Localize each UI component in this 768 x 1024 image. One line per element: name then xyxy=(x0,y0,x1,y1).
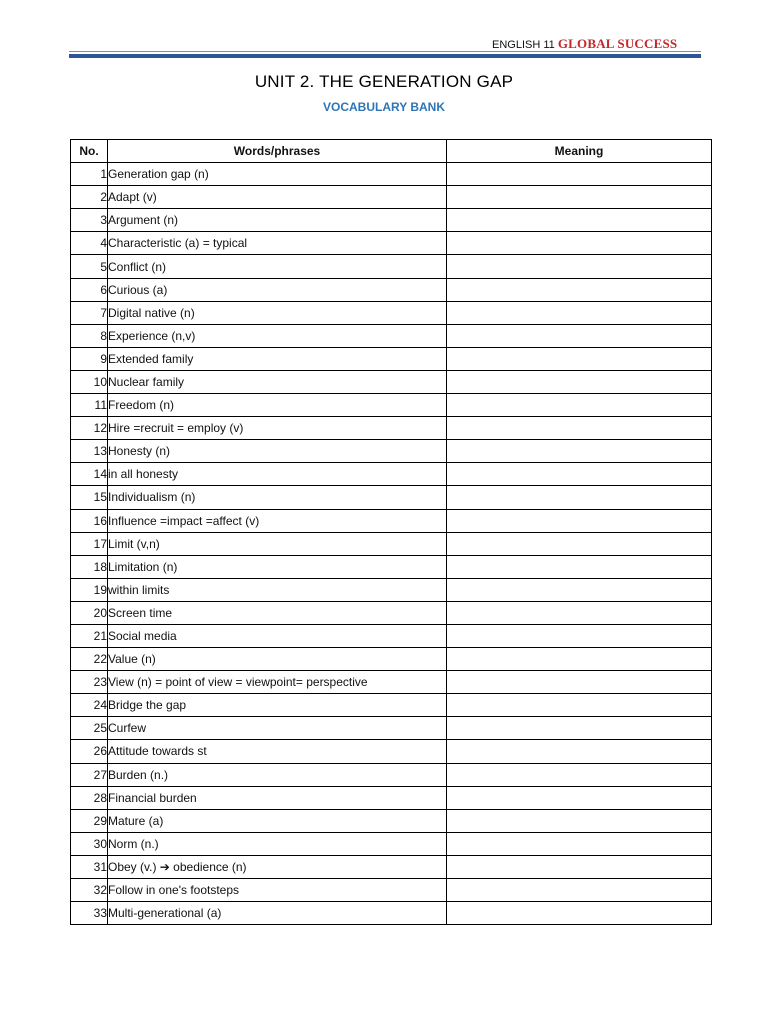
row-number: 26 xyxy=(71,740,108,763)
meaning-cell[interactable] xyxy=(447,832,712,855)
table-row xyxy=(71,186,712,209)
row-number: 14 xyxy=(71,463,108,486)
row-number: 32 xyxy=(71,879,108,902)
meaning-cell[interactable] xyxy=(447,694,712,717)
meaning-cell[interactable] xyxy=(447,417,712,440)
table-row xyxy=(71,555,712,578)
row-number: 18 xyxy=(71,555,108,578)
word-phrase-cell: Experience (n,v) xyxy=(108,324,447,347)
table-row xyxy=(71,163,712,186)
row-number: 5 xyxy=(71,255,108,278)
table-row xyxy=(71,671,712,694)
column-header-meaning: Meaning xyxy=(447,140,712,163)
table-row xyxy=(71,902,712,925)
table-row xyxy=(71,694,712,717)
meaning-cell[interactable] xyxy=(447,740,712,763)
word-phrase-cell: Limit (v,n) xyxy=(108,532,447,555)
row-number: 1 xyxy=(71,163,108,186)
table-row xyxy=(71,486,712,509)
course-label: ENGLISH 11 xyxy=(492,39,555,51)
word-phrase-cell: Individualism (n) xyxy=(108,486,447,509)
word-phrase-cell: Obey (v.) ➔ obedience (n) xyxy=(108,855,447,878)
word-phrase-cell: in all honesty xyxy=(108,463,447,486)
word-phrase-cell: Value (n) xyxy=(108,648,447,671)
column-header-no: No. xyxy=(71,140,108,163)
word-phrase-cell: Screen time xyxy=(108,601,447,624)
word-phrase-cell: Generation gap (n) xyxy=(108,163,447,186)
meaning-cell[interactable] xyxy=(447,324,712,347)
word-phrase-cell: Bridge the gap xyxy=(108,694,447,717)
row-number: 31 xyxy=(71,855,108,878)
row-number: 30 xyxy=(71,832,108,855)
word-phrase-cell: Characteristic (a) = typical xyxy=(108,232,447,255)
row-number: 9 xyxy=(71,347,108,370)
word-phrase-cell: Digital native (n) xyxy=(108,301,447,324)
meaning-cell[interactable] xyxy=(447,186,712,209)
table-header-row xyxy=(71,140,712,163)
meaning-cell[interactable] xyxy=(447,717,712,740)
table-row xyxy=(71,532,712,555)
row-number: 20 xyxy=(71,601,108,624)
word-phrase-cell: Honesty (n) xyxy=(108,440,447,463)
meaning-cell[interactable] xyxy=(447,578,712,601)
word-phrase-cell: Argument (n) xyxy=(108,209,447,232)
table-row xyxy=(71,324,712,347)
table-row xyxy=(71,578,712,601)
word-phrase-cell: Conflict (n) xyxy=(108,255,447,278)
meaning-cell[interactable] xyxy=(447,624,712,647)
word-phrase-cell: within limits xyxy=(108,578,447,601)
meaning-cell[interactable] xyxy=(447,532,712,555)
meaning-cell[interactable] xyxy=(447,509,712,532)
row-number: 17 xyxy=(71,532,108,555)
word-phrase-cell: Adapt (v) xyxy=(108,186,447,209)
meaning-cell[interactable] xyxy=(447,232,712,255)
word-phrase-cell: Mature (a) xyxy=(108,809,447,832)
brand-label: GLOBAL SUCCESS xyxy=(557,36,678,51)
table-row xyxy=(71,463,712,486)
word-phrase-cell: View (n) = point of view = viewpoint= perspective xyxy=(108,671,447,694)
meaning-cell[interactable] xyxy=(447,255,712,278)
row-number: 28 xyxy=(71,786,108,809)
meaning-cell[interactable] xyxy=(447,463,712,486)
row-number: 25 xyxy=(71,717,108,740)
table-body xyxy=(71,163,712,925)
word-phrase-cell: Nuclear family xyxy=(108,370,447,393)
column-header-words: Words/phrases xyxy=(108,140,447,163)
row-number: 29 xyxy=(71,809,108,832)
row-number: 24 xyxy=(71,694,108,717)
word-phrase-cell: Multi-generational (a) xyxy=(108,902,447,925)
table-row xyxy=(71,232,712,255)
table-row xyxy=(71,394,712,417)
meaning-cell[interactable] xyxy=(447,209,712,232)
word-phrase-cell: Follow in one's footsteps xyxy=(108,879,447,902)
meaning-cell[interactable] xyxy=(447,163,712,186)
row-number: 21 xyxy=(71,624,108,647)
row-number: 27 xyxy=(71,763,108,786)
table-row xyxy=(71,786,712,809)
row-number: 2 xyxy=(71,186,108,209)
table-row xyxy=(71,370,712,393)
word-phrase-cell: Attitude towards st xyxy=(108,740,447,763)
word-phrase-cell: Extended family xyxy=(108,347,447,370)
meaning-cell[interactable] xyxy=(447,809,712,832)
row-number: 3 xyxy=(71,209,108,232)
meaning-cell[interactable] xyxy=(447,440,712,463)
table-row xyxy=(71,879,712,902)
row-number: 6 xyxy=(71,278,108,301)
meaning-cell[interactable] xyxy=(447,648,712,671)
table-row xyxy=(71,255,712,278)
row-number: 22 xyxy=(71,648,108,671)
header-rule-thin xyxy=(69,51,701,52)
table-row xyxy=(71,601,712,624)
word-phrase-cell: Curfew xyxy=(108,717,447,740)
meaning-cell[interactable] xyxy=(447,347,712,370)
word-phrase-cell: Norm (n.) xyxy=(108,832,447,855)
table-row xyxy=(71,440,712,463)
table-row xyxy=(71,809,712,832)
row-number: 15 xyxy=(71,486,108,509)
table-row xyxy=(71,648,712,671)
row-number: 11 xyxy=(71,394,108,417)
table-row xyxy=(71,832,712,855)
word-phrase-cell: Freedom (n) xyxy=(108,394,447,417)
meaning-cell[interactable] xyxy=(447,301,712,324)
table-row xyxy=(71,763,712,786)
meaning-cell[interactable] xyxy=(447,671,712,694)
table-row xyxy=(71,624,712,647)
word-phrase-cell: Limitation (n) xyxy=(108,555,447,578)
meaning-cell[interactable] xyxy=(447,902,712,925)
word-phrase-cell: Influence =impact =affect (v) xyxy=(108,509,447,532)
meaning-cell[interactable] xyxy=(447,763,712,786)
row-number: 12 xyxy=(71,417,108,440)
word-phrase-cell: Curious (a) xyxy=(108,278,447,301)
table-row xyxy=(71,855,712,878)
table-row xyxy=(71,509,712,532)
meaning-cell[interactable] xyxy=(447,786,712,809)
header-rule xyxy=(69,54,701,58)
word-phrase-cell: Social media xyxy=(108,624,447,647)
meaning-cell[interactable] xyxy=(447,486,712,509)
meaning-cell[interactable] xyxy=(447,879,712,902)
row-number: 16 xyxy=(71,509,108,532)
row-number: 23 xyxy=(71,671,108,694)
meaning-cell[interactable] xyxy=(447,601,712,624)
meaning-cell[interactable] xyxy=(447,855,712,878)
row-number: 19 xyxy=(71,578,108,601)
table-row xyxy=(71,301,712,324)
word-phrase-cell: Burden (n.) xyxy=(108,763,447,786)
row-number: 10 xyxy=(71,370,108,393)
page-title: UNIT 2. THE GENERATION GAP xyxy=(254,72,514,91)
table-row xyxy=(71,417,712,440)
row-number: 7 xyxy=(71,301,108,324)
word-phrase-cell: Financial burden xyxy=(108,786,447,809)
table-row xyxy=(71,278,712,301)
meaning-cell[interactable] xyxy=(447,394,712,417)
table-row xyxy=(71,717,712,740)
table-row xyxy=(71,209,712,232)
word-phrase-cell: Hire =recruit = employ (v) xyxy=(108,417,447,440)
vocabulary-table xyxy=(70,139,712,925)
page-subtitle: VOCABULARY BANK xyxy=(322,100,445,114)
meaning-cell[interactable] xyxy=(447,555,712,578)
meaning-cell[interactable] xyxy=(447,370,712,393)
meaning-cell[interactable] xyxy=(447,278,712,301)
row-number: 8 xyxy=(71,324,108,347)
row-number: 4 xyxy=(71,232,108,255)
table-row xyxy=(71,347,712,370)
row-number: 33 xyxy=(71,902,108,925)
page-header xyxy=(492,36,677,52)
table-row xyxy=(71,740,712,763)
row-number: 13 xyxy=(71,440,108,463)
